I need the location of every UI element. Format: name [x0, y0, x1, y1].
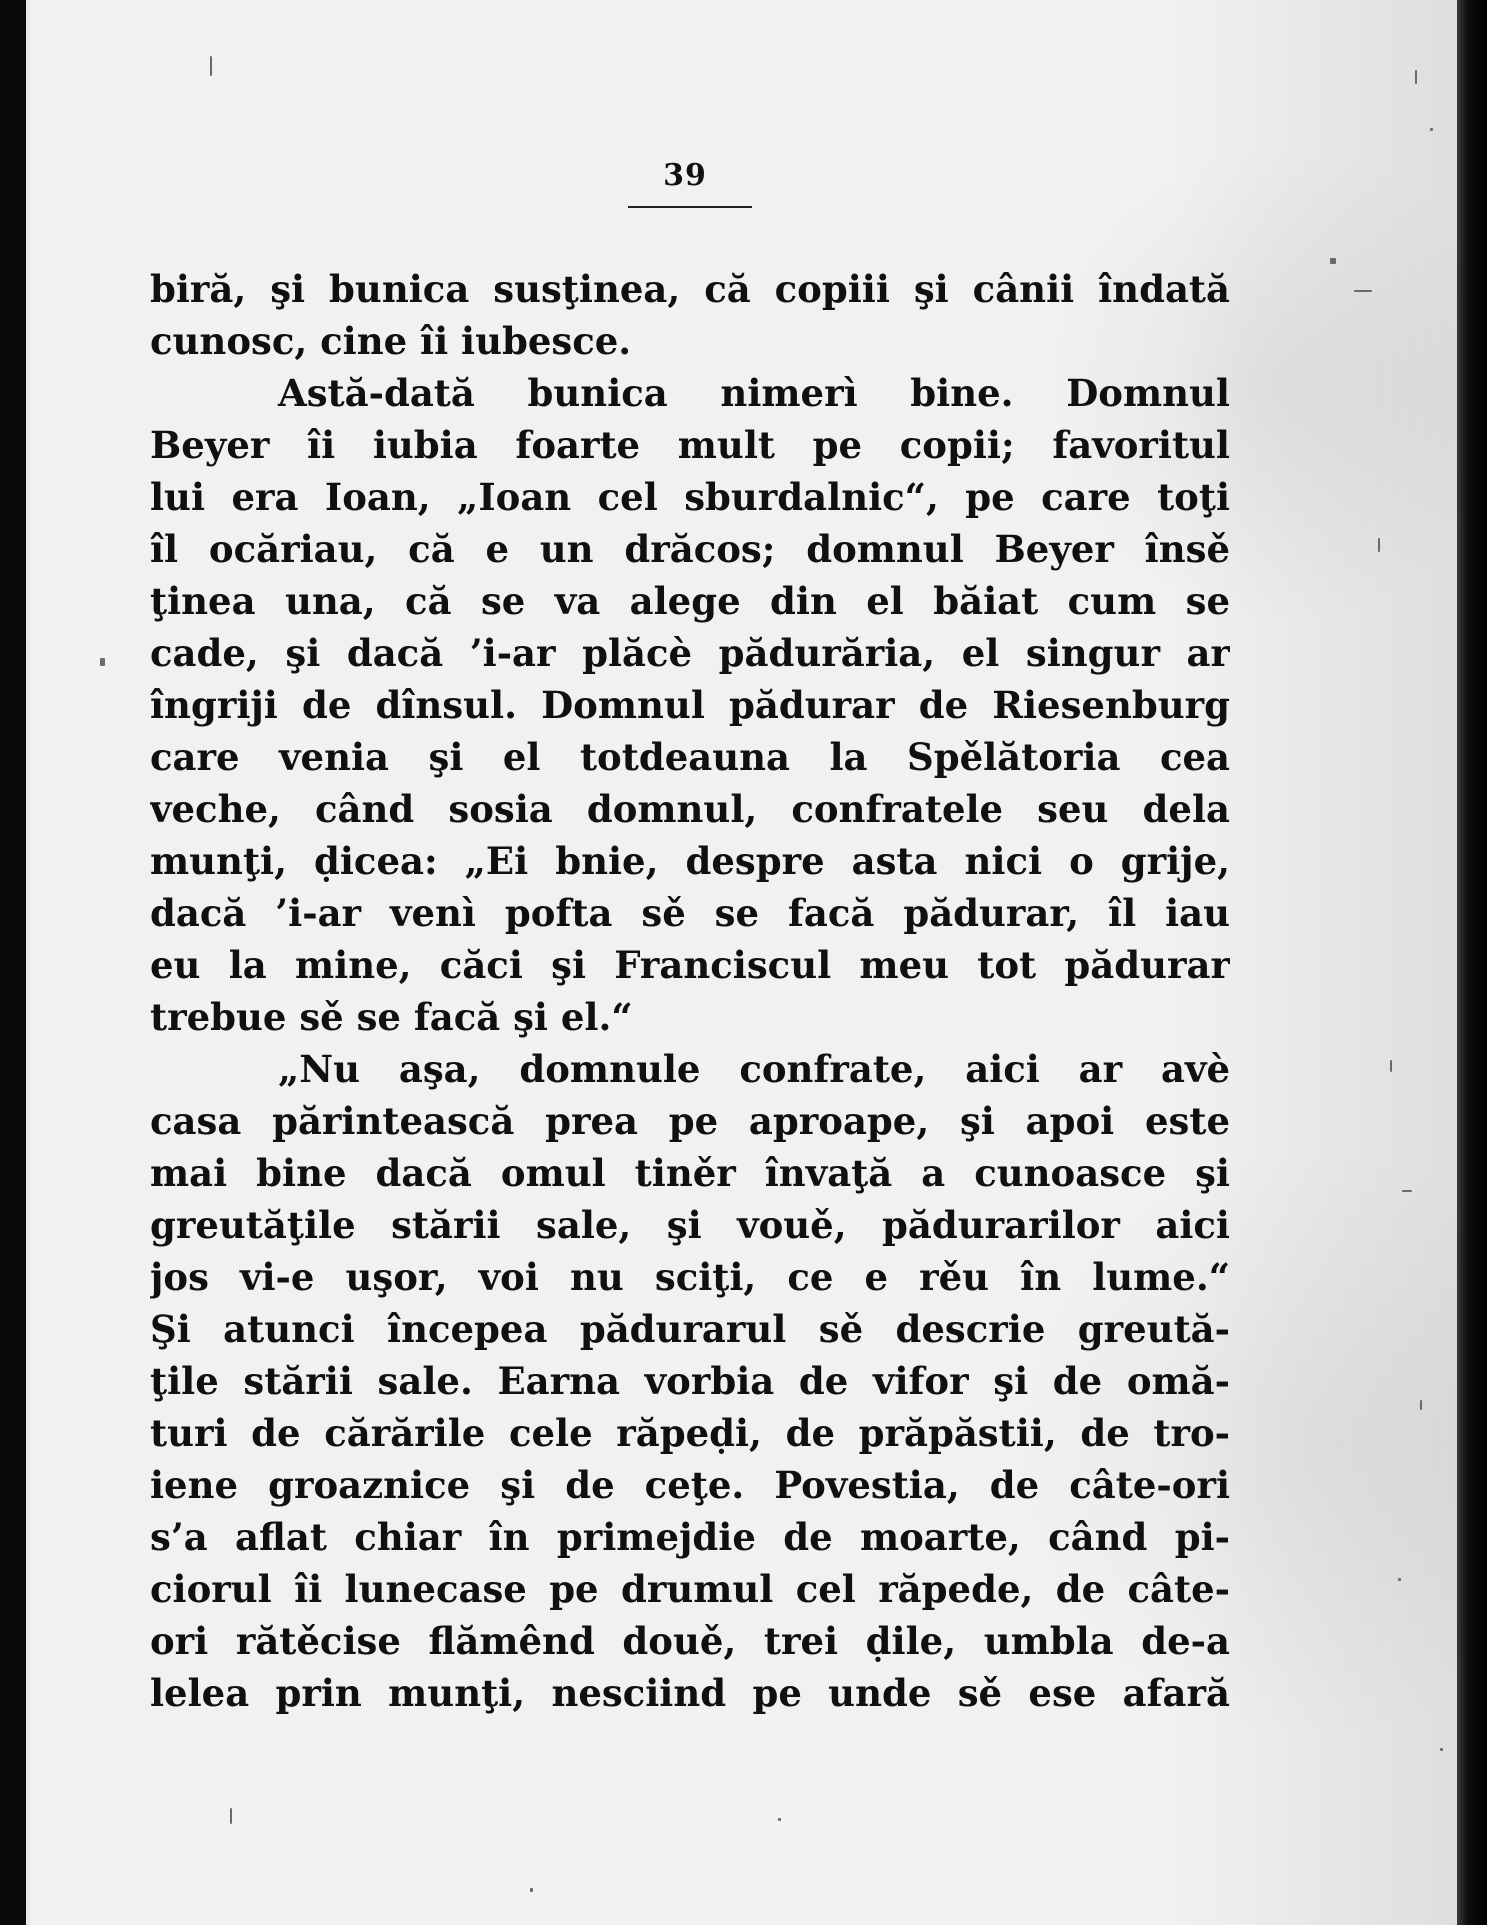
text-line: Şi atunci începea pădurarul sě descrie greută-: [150, 1307, 1230, 1351]
text-line: iene groaznice şi de ceţe. Povestia, de câte-ori: [150, 1463, 1230, 1507]
text-line: lelea prin munţi, nesciind pe unde sě ese afară: [150, 1671, 1230, 1715]
text-line: lui era Ioan, „Ioan cel sburdalnic“, pe care toţi: [150, 475, 1230, 519]
text-line: munţi, ḍicea: „Ei bnie, despre asta nici o grije,: [150, 839, 1230, 883]
dust-speck: [530, 1888, 533, 1892]
text-line: cade, şi dacă ’i-ar plăcè pădurăria, el singur ar: [150, 631, 1230, 675]
dust-speck: [1378, 538, 1380, 552]
text-line: greutăţile stării sale, şi vouě, pădurarilor aici: [150, 1203, 1230, 1247]
text-line: s’a aflat chiar în primejdie de moarte, când pi-: [150, 1515, 1230, 1559]
dust-speck: [1390, 1060, 1392, 1072]
dust-speck: [1330, 258, 1336, 264]
text-line: eu la mine, căci şi Franciscul meu tot pădurar: [150, 943, 1230, 987]
text-line: Astă-dată bunica nimerì bine. Domnul: [278, 371, 1230, 415]
dust-speck: [1398, 1578, 1401, 1581]
scan-right-border: [1457, 0, 1487, 1925]
text-line: turi de cărările cele răpeḍi, de prăpăstii, de tro-: [150, 1411, 1230, 1455]
text-line: mai bine dacă omul tiněr învaţă a cunoasce şi: [150, 1151, 1230, 1195]
page-number-rule: [628, 206, 752, 208]
text-line: trebue sě se facă şi el.“: [150, 995, 633, 1039]
text-line: casa părintească prea pe aproape, şi apoi este: [150, 1099, 1230, 1143]
text-line: Beyer îi iubia foarte mult pe copii; favoritul: [150, 423, 1230, 467]
dust-speck: [1440, 1748, 1443, 1751]
body-text: [150, 263, 1230, 1719]
text-line: ţinea una, că se va alege din el băiat cum se: [150, 579, 1230, 623]
text-line: ciorul îi lunecase pe drumul cel răpede, de câte-: [150, 1567, 1230, 1611]
dust-speck: [230, 1808, 232, 1824]
text-line: biră, şi bunica susţinea, că copiii şi cânii îndată: [150, 267, 1230, 311]
dust-speck: [1430, 128, 1433, 131]
page-number: 39: [663, 158, 707, 193]
text-line: cunosc, cine îi iubesce.: [150, 319, 632, 363]
dust-speck: [1415, 70, 1417, 84]
text-line: ţile stării sale. Earna vorbia de vifor şi de omă-: [150, 1359, 1230, 1403]
dust-speck: [1402, 1190, 1412, 1192]
dust-speck: [210, 56, 212, 76]
dust-speck: [778, 1818, 781, 1821]
dust-speck: [100, 658, 105, 666]
dust-speck: [1420, 1400, 1422, 1410]
text-line: jos vi-e uşor, voi nu sciţi, ce e rěu în lume.“: [150, 1255, 1230, 1299]
text-line: veche, când sosia domnul, confratele seu dela: [150, 787, 1230, 831]
dust-speck: [1354, 290, 1372, 292]
text-line: care venia şi el totdeauna la Spělătoria cea: [150, 735, 1230, 779]
text-line: îngriji de dînsul. Domnul pădurar de Riesenburg: [150, 683, 1230, 727]
scan-left-border: [0, 0, 26, 1925]
text-line: îl ocăriau, că e un drăcos; domnul Beyer însě: [150, 527, 1230, 571]
text-line: dacă ’i-ar venì pofta sě se facă pădurar, îl iau: [150, 891, 1230, 935]
text-line: ori rătěcise flămênd douě, trei ḍile, umbla de-a: [150, 1619, 1230, 1663]
text-line: „Nu aşa, domnule confrate, aici ar avè: [278, 1047, 1230, 1091]
